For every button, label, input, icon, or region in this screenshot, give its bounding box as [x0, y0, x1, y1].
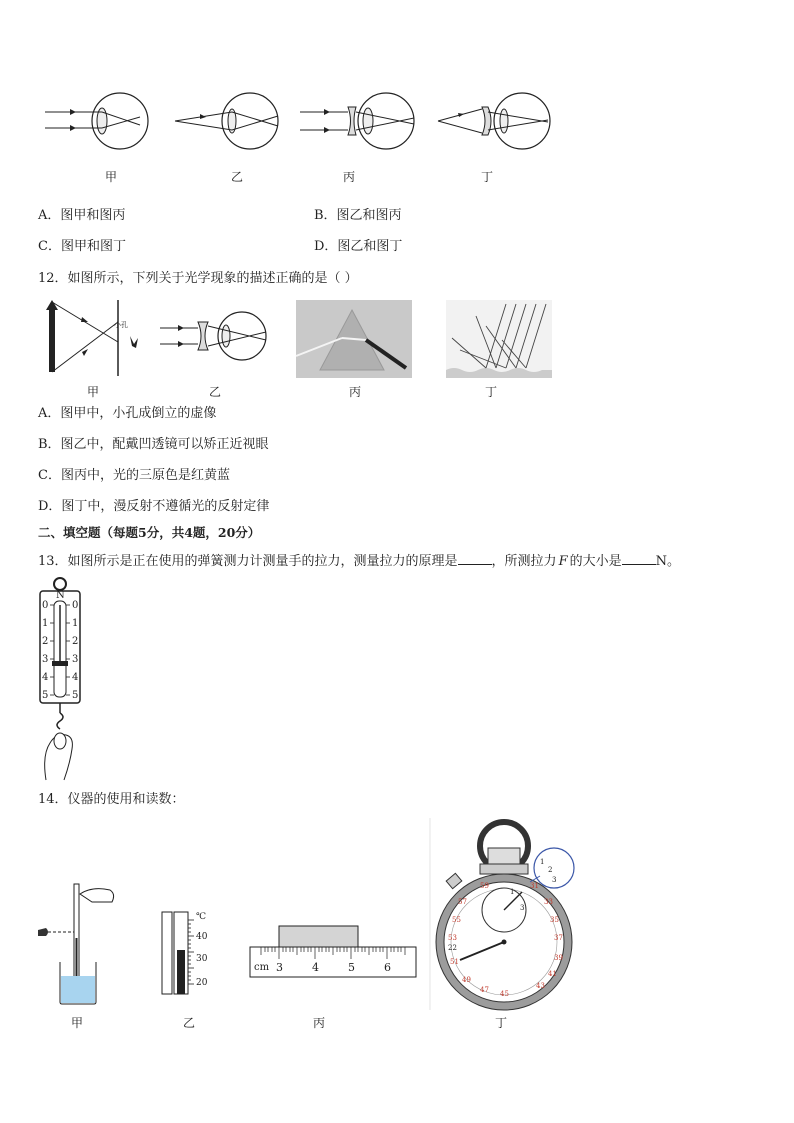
q12-fig-label-ding: 丁	[484, 385, 497, 399]
q14-stem: 14．仪器的使用和读数：	[38, 792, 185, 807]
diffuse-reflection-diagram	[446, 300, 552, 378]
ruler-tick: 6	[384, 961, 391, 974]
q11-option-c[interactable]: C．图甲和图丁	[38, 239, 126, 254]
pinhole-label: 小孔	[114, 321, 128, 329]
ruler-with-block	[248, 924, 420, 980]
stopwatch-tick: 22	[448, 944, 457, 952]
ruler-tick: 4	[312, 961, 319, 974]
magnifier-tick: 3	[552, 876, 557, 884]
pinhole-diagram	[38, 300, 144, 376]
stopwatch-tick: 53	[448, 934, 457, 942]
scale-unit: N	[56, 590, 65, 601]
q12-stem: 12．如图所示，下列关于光学现象的描述正确的是（ ）	[38, 271, 358, 286]
eye-diagram-ding	[436, 92, 554, 152]
stopwatch-tick: 57	[458, 898, 467, 906]
q14-fig-label-yi: 乙	[182, 1016, 195, 1030]
myopia-correction-diagram	[158, 310, 270, 362]
q11-option-b[interactable]: B．图乙和图丙	[314, 208, 402, 223]
fig-label-jia: 甲	[104, 170, 117, 184]
q13-stem-part4: N。	[655, 554, 680, 569]
q13-stem-part2: ，所测拉力	[491, 554, 557, 569]
q13-blank-force[interactable]	[622, 552, 656, 565]
stopwatch-tick: 35	[550, 916, 559, 924]
magnifier-tick: 2	[548, 866, 553, 874]
fig-label-yi: 乙	[230, 170, 243, 184]
q12-fig-label-bing: 丙	[348, 385, 361, 399]
q12-option-d[interactable]: D．图丁中，漫反射不遵循光的反射定律	[38, 499, 270, 514]
q11-option-d[interactable]: D．图乙和图丁	[314, 239, 403, 254]
stopwatch-tick: 41	[548, 970, 557, 978]
ruler-tick: 3	[276, 961, 283, 974]
eye-diagram-yi	[170, 92, 282, 152]
q12-option-c[interactable]: C．图丙中，光的三原色是红黄蓝	[38, 468, 230, 483]
scale-tick: 0	[72, 600, 79, 611]
thermometer-unit: ℃	[196, 912, 207, 922]
scale-tick: 2	[72, 636, 79, 647]
eye-diagram-bing	[298, 92, 420, 152]
stopwatch-inner-tick: 3	[520, 904, 525, 912]
q14-fig-label-jia: 甲	[70, 1016, 83, 1030]
scale-tick: 5	[72, 690, 79, 701]
prism-photo	[296, 300, 412, 378]
thermometer-tick: 40	[196, 932, 208, 942]
stopwatch-tick: 49	[462, 976, 471, 984]
scale-tick: 3	[72, 654, 79, 665]
stopwatch-tick: 37	[554, 934, 563, 942]
q13-var: F	[558, 554, 568, 569]
stopwatch-tick: 31	[530, 882, 539, 890]
q13-stem-part3: 的大小是	[569, 554, 622, 569]
section-title: 二、填空题（每题5分，共4题，20分）	[38, 525, 261, 540]
stopwatch-tick: 55	[452, 916, 461, 924]
magnifier-tick: 1	[540, 858, 545, 866]
thermometer-tick: 30	[196, 954, 208, 964]
stopwatch-tick: 59	[480, 882, 489, 890]
stopwatch-tick: 45	[500, 990, 509, 998]
stopwatch-tick: 51	[450, 958, 459, 966]
stopwatch	[430, 818, 580, 1010]
q12-fig-label-jia: 甲	[86, 385, 99, 399]
stopwatch-tick: 43	[536, 982, 545, 990]
q14-fig-label-bing: 丙	[312, 1016, 325, 1030]
q12-option-a[interactable]: A．图甲中，小孔成倒立的虚像	[38, 406, 217, 421]
scale-tick: 5	[42, 690, 49, 701]
stopwatch-tick: 33	[544, 898, 553, 906]
stopwatch-inner-tick: 1	[510, 888, 515, 896]
q13-stem-part1: 13．如图所示是正在使用的弹簧测力计测量手的拉力，测量拉力的原理是	[38, 554, 458, 569]
beaker-thermometer	[36, 880, 122, 1008]
ruler-unit: cm	[254, 962, 270, 973]
scale-tick: 4	[42, 672, 49, 683]
scale-tick: 4	[72, 672, 79, 683]
q12-option-b[interactable]: B．图乙中，配戴凹透镜可以矫正近视眼	[38, 437, 269, 452]
scale-tick: 1	[72, 618, 79, 629]
fig-label-bing: 丙	[342, 170, 355, 184]
q13-stem	[38, 552, 680, 570]
fig-label-ding: 丁	[480, 170, 493, 184]
eye-diagram-jia	[40, 92, 152, 152]
thermometer-tick: 20	[196, 978, 208, 988]
q13-blank-principle[interactable]	[458, 552, 492, 565]
scale-tick: 2	[42, 636, 49, 647]
scale-tick: 3	[42, 654, 49, 665]
ruler-tick: 5	[348, 961, 355, 974]
q11-option-a[interactable]: A．图甲和图丙	[38, 208, 126, 223]
stopwatch-tick: 39	[554, 954, 563, 962]
q12-fig-label-yi: 乙	[208, 385, 221, 399]
stopwatch-tick: 47	[480, 986, 489, 994]
scale-tick: 0	[42, 600, 49, 611]
scale-tick: 1	[42, 618, 49, 629]
q14-fig-label-ding: 丁	[494, 1016, 507, 1030]
